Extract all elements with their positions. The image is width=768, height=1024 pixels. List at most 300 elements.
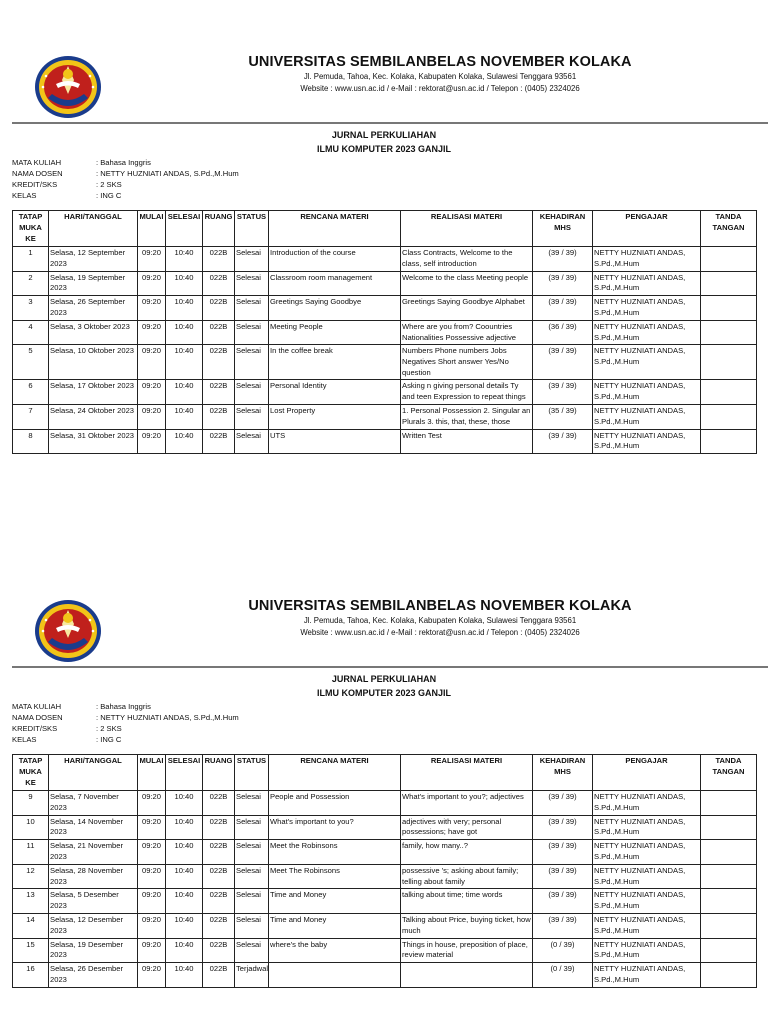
cell-status-text: Selesai: [236, 321, 261, 331]
cell-tanggal: [49, 889, 138, 914]
cell-tanggal: [49, 864, 138, 889]
cell-tanggal: [49, 429, 138, 454]
cell-selesai: [166, 864, 203, 889]
cell-ruang-text: 022B: [209, 248, 228, 257]
cell-status: [235, 913, 269, 938]
cell-kehadiran: [533, 963, 593, 988]
cell-ruang: [203, 963, 235, 988]
cell-pengajar-text: NETTY HUZNIATI ANDAS, S.Pd.,M.Hum: [594, 321, 686, 342]
cell-mulai: [138, 380, 166, 405]
journal-page-2: [0, 544, 768, 1024]
cell-kehadiran-text: (35 / 39): [548, 405, 577, 415]
cell-ruang: [203, 404, 235, 429]
cell-tatap: [13, 840, 49, 865]
cell-rencana-text: Time and Money: [270, 890, 327, 900]
table-row: [13, 889, 757, 914]
cell-realisasi: [401, 889, 533, 914]
cell-tanda-tangan: [701, 840, 757, 865]
cell-realisasi-text: Asking n giving personal details Ty and teen Expression to repeat things: [402, 381, 526, 402]
cell-mulai: [138, 404, 166, 429]
cell-tatap: [13, 791, 49, 816]
cell-tanggal: [49, 380, 138, 405]
cell-pengajar-text: NETTY HUZNIATI ANDAS, S.Pd.,M.Hum: [594, 914, 686, 935]
cell-selesai: [166, 247, 203, 272]
cell-tatap: [13, 296, 49, 321]
cell-rencana: [269, 791, 401, 816]
cell-tanggal-text: Selasa, 19 September 2023: [50, 272, 126, 293]
col-header-realisasi: REALISASI MATERI: [401, 211, 533, 247]
cell-ruang: [203, 296, 235, 321]
cell-tanda-tangan: [701, 963, 757, 988]
info-value: : Bahasa Inggris: [96, 158, 151, 167]
cell-pengajar-text: NETTY HUZNIATI ANDAS, S.Pd.,M.Hum: [594, 381, 686, 402]
cell-tatap: [13, 404, 49, 429]
cell-selesai-text: 10:40: [174, 321, 194, 331]
cell-tatap: [13, 913, 49, 938]
cell-pengajar-text: NETTY HUZNIATI ANDAS, S.Pd.,M.Hum: [594, 939, 686, 960]
cell-tanggal-text: Selasa, 21 November 2023: [50, 841, 124, 861]
col-header-mulai: MULAI: [138, 755, 166, 791]
cell-tanda-tangan: [701, 913, 757, 938]
cell-ruang: [203, 889, 235, 914]
cell-rencana-text: UTS: [270, 430, 286, 440]
table-row: [13, 840, 757, 865]
col-header-kehadiran: KEHADIRAN MHS: [533, 211, 593, 247]
cell-realisasi: [401, 429, 533, 454]
cell-tatap-text: 13: [26, 890, 35, 900]
cell-pengajar-text: NETTY HUZNIATI ANDAS, S.Pd.,M.Hum: [594, 964, 686, 984]
cell-realisasi-text: Greetings Saying Goodbye Alphabet: [402, 297, 525, 307]
info-label: KREDIT/SKS: [12, 180, 58, 189]
university-contact: Website : www.usn.ac.id / e-Mail : rektorat@usn.ac.id / Telepon : (0405) 2324026: [300, 84, 580, 93]
cell-realisasi: [401, 380, 533, 405]
cell-tatap-text: 16: [26, 964, 35, 974]
cell-rencana-text: Lost Property: [270, 405, 316, 415]
cell-ruang-text: 022B: [209, 939, 228, 949]
col-header-mulai: MULAI: [138, 211, 166, 247]
cell-rencana-text: Introduction of the course: [270, 248, 356, 257]
cell-kehadiran: [533, 429, 593, 454]
cell-pengajar-text: NETTY HUZNIATI ANDAS, S.Pd.,M.Hum: [594, 297, 686, 317]
cell-selesai: [166, 889, 203, 914]
cell-selesai-text: 10:40: [174, 841, 194, 851]
cell-mulai-text: 09:20: [141, 865, 161, 875]
cell-kehadiran-text: (39 / 39): [548, 272, 577, 282]
info-label: KELAS: [12, 735, 37, 744]
cell-ruang-text: 022B: [209, 272, 228, 282]
cell-status-text: Selesai: [236, 841, 261, 851]
cell-rencana: [269, 404, 401, 429]
cell-rencana-text: Greetings Saying Goodbye: [270, 297, 362, 307]
table-row: [13, 320, 757, 345]
cell-tanda-tangan: [701, 380, 757, 405]
cell-selesai: [166, 296, 203, 321]
cell-tanda-tangan: [701, 296, 757, 321]
cell-tanggal: [49, 320, 138, 345]
header-divider: [12, 122, 768, 124]
cell-mulai-text: 09:20: [141, 297, 161, 307]
info-label: NAMA DOSEN: [12, 713, 63, 722]
cell-tanda-tangan: [701, 864, 757, 889]
cell-mulai-text: 09:20: [141, 272, 161, 282]
table-row: [13, 345, 757, 380]
cell-realisasi: [401, 247, 533, 272]
cell-pengajar: [593, 404, 701, 429]
cell-ruang-text: 022B: [209, 792, 228, 801]
cell-status-text: Selesai: [236, 272, 261, 282]
table-row: [13, 404, 757, 429]
cell-pengajar: [593, 247, 701, 272]
cell-mulai: [138, 296, 166, 321]
info-row-lecturer: [12, 168, 239, 179]
cell-tatap-text: 15: [26, 939, 35, 949]
cell-status: [235, 815, 269, 840]
cell-mulai: [138, 889, 166, 914]
university-address: Jl. Pemuda, Tahoa, Kec. Kolaka, Kabupaten Kolaka, Sulawesi Tenggara 93561: [303, 72, 577, 81]
cell-tatap: [13, 815, 49, 840]
info-value: : ING C: [96, 735, 122, 744]
journal-table: [12, 754, 757, 988]
cell-status-text: Selesai: [236, 890, 261, 900]
cell-rencana: [269, 296, 401, 321]
cell-rencana: [269, 271, 401, 296]
cell-mulai: [138, 320, 166, 345]
cell-pengajar: [593, 913, 701, 938]
cell-kehadiran: [533, 404, 593, 429]
cell-tanda-tangan: [701, 815, 757, 840]
cell-mulai-text: 09:20: [141, 248, 161, 257]
cell-realisasi-text: What's important to you?; adjectives: [402, 792, 524, 801]
cell-pengajar: [593, 840, 701, 865]
cell-selesai-text: 10:40: [174, 939, 194, 949]
cell-pengajar-text: NETTY HUZNIATI ANDAS, S.Pd.,M.Hum: [594, 865, 686, 886]
cell-tanggal-text: Selasa, 10 Oktober 2023: [50, 346, 135, 356]
cell-tatap: [13, 380, 49, 405]
cell-tatap: [13, 345, 49, 380]
cell-realisasi-text: Welcome to the class Meeting people: [402, 272, 529, 282]
cell-tanggal: [49, 247, 138, 272]
course-info: [12, 701, 239, 745]
cell-realisasi-text: Class Contracts, Welcome to the class, self introduction: [402, 248, 513, 268]
cell-rencana: [269, 889, 401, 914]
cell-rencana-text: Classroom room management: [270, 272, 373, 282]
cell-rencana-text: Meet the Robinsons: [270, 841, 338, 851]
cell-realisasi-text: adjectives with very; personal possessions; have got: [402, 816, 502, 837]
cell-kehadiran: [533, 913, 593, 938]
table-row: [13, 815, 757, 840]
journal-title: JURNAL PERKULIAHAN: [331, 674, 437, 684]
table-row: [13, 791, 757, 816]
cell-tanda-tangan: [701, 791, 757, 816]
cell-selesai: [166, 404, 203, 429]
info-row-credit: [12, 723, 239, 734]
cell-tanggal: [49, 840, 138, 865]
cell-selesai: [166, 815, 203, 840]
cell-status: [235, 296, 269, 321]
cell-mulai-text: 09:20: [141, 381, 161, 391]
cell-rencana-text: where's the baby: [270, 939, 328, 949]
info-row-lecturer: [12, 712, 239, 723]
info-row-class: [12, 734, 239, 745]
cell-selesai: [166, 271, 203, 296]
cell-mulai-text: 09:20: [141, 816, 161, 826]
cell-kehadiran-text: (0 / 39): [550, 964, 575, 974]
cell-ruang-text: 022B: [209, 346, 228, 356]
journal-subtitle: ILMU KOMPUTER 2023 GANJIL: [316, 688, 452, 698]
cell-tatap-text: 14: [26, 914, 35, 924]
cell-tanda-tangan: [701, 320, 757, 345]
cell-tanggal-text: Selasa, 17 Oktober 2023: [50, 381, 135, 391]
cell-tatap-text: 12: [26, 865, 35, 875]
cell-mulai-text: 09:20: [141, 430, 161, 440]
cell-ruang: [203, 247, 235, 272]
cell-tanggal-text: Selasa, 7 November 2023: [50, 792, 119, 812]
cell-mulai: [138, 864, 166, 889]
cell-pengajar-text: NETTY HUZNIATI ANDAS, S.Pd.,M.Hum: [594, 405, 686, 426]
cell-mulai-text: 09:20: [141, 792, 161, 801]
col-header-rencana: RENCANA MATERI: [269, 755, 401, 791]
cell-mulai: [138, 913, 166, 938]
table-row: [13, 296, 757, 321]
cell-rencana: [269, 938, 401, 963]
cell-tatap-text: 4: [28, 321, 33, 331]
cell-status: [235, 889, 269, 914]
cell-status: [235, 791, 269, 816]
cell-realisasi: [401, 404, 533, 429]
cell-kehadiran-text: (39 / 39): [548, 381, 577, 391]
cell-mulai-text: 09:20: [141, 405, 161, 415]
cell-realisasi: [401, 963, 533, 988]
cell-tanda-tangan: [701, 247, 757, 272]
cell-mulai-text: 09:20: [141, 939, 161, 949]
table-header-row: [13, 755, 757, 791]
cell-pengajar: [593, 815, 701, 840]
cell-tatap-text: 3: [28, 297, 33, 307]
cell-status: [235, 345, 269, 380]
cell-selesai-text: 10:40: [174, 890, 194, 900]
cell-kehadiran: [533, 840, 593, 865]
cell-tanggal-text: Selasa, 28 November 2023: [50, 865, 124, 886]
cell-kehadiran: [533, 938, 593, 963]
cell-tanda-tangan: [701, 404, 757, 429]
cell-ruang: [203, 815, 235, 840]
cell-selesai: [166, 380, 203, 405]
cell-rencana-text: In the coffee break: [270, 346, 333, 356]
info-label: MATA KULIAH: [12, 702, 62, 711]
cell-kehadiran: [533, 864, 593, 889]
cell-rencana: [269, 345, 401, 380]
table-header-row: [13, 211, 757, 247]
col-header-hari: HARI/TANGGAL: [49, 755, 138, 791]
cell-tatap-text: 1: [28, 248, 33, 257]
cell-kehadiran-text: (39 / 39): [548, 914, 577, 924]
col-header-tatap: TATAP MUKA KE: [13, 755, 49, 791]
cell-rencana: [269, 913, 401, 938]
cell-tatap: [13, 889, 49, 914]
cell-selesai-text: 10:40: [174, 430, 194, 440]
cell-status-text: Selesai: [236, 865, 261, 875]
cell-kehadiran: [533, 889, 593, 914]
cell-mulai-text: 09:20: [141, 890, 161, 900]
cell-mulai: [138, 840, 166, 865]
cell-pengajar: [593, 889, 701, 914]
university-contact: Website : www.usn.ac.id / e-Mail : rektorat@usn.ac.id / Telepon : (0405) 2324026: [300, 628, 580, 637]
cell-rencana: [269, 963, 401, 988]
cell-kehadiran: [533, 296, 593, 321]
cell-selesai-text: 10:40: [174, 272, 194, 282]
table-row: [13, 938, 757, 963]
cell-status-text: Selesai: [236, 405, 261, 415]
course-info: [12, 157, 239, 201]
cell-ruang-text: 022B: [209, 816, 228, 826]
cell-pengajar-text: NETTY HUZNIATI ANDAS, S.Pd.,M.Hum: [594, 430, 686, 451]
university-name: UNIVERSITAS SEMBILANBELAS NOVEMBER KOLAKA: [248, 598, 632, 614]
cell-ruang-text: 022B: [209, 381, 228, 391]
cell-rencana-text: What's important to you?: [270, 816, 354, 826]
cell-status-text: Selesai: [236, 346, 261, 356]
cell-tatap-text: 10: [26, 816, 35, 826]
info-row-course: [12, 157, 239, 168]
cell-pengajar-text: NETTY HUZNIATI ANDAS, S.Pd.,M.Hum: [594, 816, 686, 837]
info-label: MATA KULIAH: [12, 158, 62, 167]
cell-realisasi: [401, 320, 533, 345]
cell-ruang-text: 022B: [209, 964, 228, 974]
cell-realisasi: [401, 938, 533, 963]
col-header-ruang: RUANG: [203, 755, 235, 791]
cell-tatap-text: 8: [28, 430, 33, 440]
cell-realisasi-text: Where are you from? Coountries Nationalities Possessive adjective: [402, 321, 516, 342]
info-value: : NETTY HUZNIATI ANDAS, S.Pd.,M.Hum: [96, 169, 239, 178]
cell-realisasi: [401, 840, 533, 865]
cell-rencana-text: Meeting People: [270, 321, 323, 331]
cell-rencana: [269, 380, 401, 405]
cell-realisasi-text: Talking about Price, buying ticket, how much: [402, 914, 531, 935]
cell-rencana-text: Personal Identity: [270, 381, 327, 391]
cell-status-text: Selesai: [236, 792, 261, 801]
cell-kehadiran-text: (36 / 39): [548, 321, 577, 331]
cell-tanggal-text: Selasa, 14 November 2023: [50, 816, 124, 837]
cell-selesai: [166, 320, 203, 345]
cell-tatap-text: 5: [28, 346, 33, 356]
cell-rencana: [269, 815, 401, 840]
cell-pengajar-text: NETTY HUZNIATI ANDAS, S.Pd.,M.Hum: [594, 272, 686, 293]
col-header-ruang: RUANG: [203, 211, 235, 247]
info-row-credit: [12, 179, 239, 190]
cell-pengajar: [593, 963, 701, 988]
cell-realisasi-text: talking about time; time words: [402, 890, 503, 900]
cell-ruang: [203, 345, 235, 380]
cell-status: [235, 320, 269, 345]
info-value: : 2 SKS: [96, 724, 122, 733]
cell-status-text: Selesai: [236, 297, 261, 307]
cell-tatap-text: 7: [28, 405, 33, 415]
cell-tatap-text: 2: [28, 272, 33, 282]
cell-mulai: [138, 938, 166, 963]
cell-mulai-text: 09:20: [141, 964, 161, 974]
cell-mulai: [138, 963, 166, 988]
cell-kehadiran-text: (39 / 39): [548, 865, 577, 875]
cell-selesai-text: 10:40: [174, 865, 194, 875]
cell-mulai-text: 09:20: [141, 841, 161, 851]
cell-tatap: [13, 938, 49, 963]
cell-status-text: Selesai: [236, 381, 261, 391]
cell-tanggal: [49, 913, 138, 938]
cell-pengajar-text: NETTY HUZNIATI ANDAS, S.Pd.,M.Hum: [594, 841, 686, 861]
cell-ruang-text: 022B: [209, 890, 228, 900]
cell-rencana-text: Meet The Robinsons: [270, 865, 340, 875]
cell-tanggal: [49, 296, 138, 321]
cell-tanggal-text: Selasa, 26 Desember 2023: [50, 964, 124, 984]
cell-kehadiran: [533, 815, 593, 840]
cell-realisasi-text: possessive 's; asking about family; telling about family: [402, 865, 519, 886]
cell-status: [235, 404, 269, 429]
cell-tanggal-text: Selasa, 31 Oktober 2023: [50, 430, 135, 440]
cell-kehadiran-text: (39 / 39): [548, 792, 577, 801]
table-row: [13, 247, 757, 272]
cell-mulai: [138, 271, 166, 296]
cell-pengajar: [593, 429, 701, 454]
cell-tatap: [13, 271, 49, 296]
cell-tatap: [13, 320, 49, 345]
cell-realisasi: [401, 271, 533, 296]
cell-realisasi: [401, 815, 533, 840]
cell-status: [235, 429, 269, 454]
cell-kehadiran: [533, 271, 593, 296]
university-name: UNIVERSITAS SEMBILANBELAS NOVEMBER KOLAKA: [248, 54, 632, 70]
university-logo-icon: [34, 54, 102, 120]
cell-status: [235, 938, 269, 963]
cell-pengajar: [593, 296, 701, 321]
cell-realisasi: [401, 345, 533, 380]
cell-selesai-text: 10:40: [174, 816, 194, 826]
cell-rencana: [269, 320, 401, 345]
cell-status: [235, 271, 269, 296]
cell-selesai-text: 10:40: [174, 346, 194, 356]
col-header-selesai: SELESAI: [166, 755, 203, 791]
cell-ruang-text: 022B: [209, 865, 228, 875]
cell-selesai-text: 10:40: [174, 792, 194, 801]
cell-tatap: [13, 247, 49, 272]
cell-status: [235, 840, 269, 865]
col-header-tatap: TATAP MUKA KE: [13, 211, 49, 247]
cell-status-text: Selesai: [236, 816, 261, 826]
cell-mulai: [138, 791, 166, 816]
cell-pengajar-text: NETTY HUZNIATI ANDAS, S.Pd.,M.Hum: [594, 792, 686, 812]
cell-pengajar: [593, 271, 701, 296]
cell-status-text: Selesai: [236, 914, 261, 924]
cell-kehadiran-text: (39 / 39): [548, 841, 577, 851]
cell-pengajar-text: NETTY HUZNIATI ANDAS, S.Pd.,M.Hum: [594, 346, 686, 367]
cell-selesai-text: 10:40: [174, 297, 194, 307]
cell-kehadiran: [533, 380, 593, 405]
cell-tanggal-text: Selasa, 5 Desember 2023: [50, 890, 119, 911]
cell-rencana-text: People and Possession: [270, 792, 350, 801]
cell-ruang: [203, 320, 235, 345]
journal-subtitle: ILMU KOMPUTER 2023 GANJIL: [316, 144, 452, 154]
info-label: NAMA DOSEN: [12, 169, 63, 178]
cell-selesai: [166, 345, 203, 380]
col-header-kehadiran: KEHADIRAN MHS: [533, 755, 593, 791]
cell-tanggal: [49, 791, 138, 816]
table-row: [13, 271, 757, 296]
cell-pengajar-text: NETTY HUZNIATI ANDAS, S.Pd.,M.Hum: [594, 248, 686, 268]
cell-mulai: [138, 345, 166, 380]
cell-realisasi: [401, 296, 533, 321]
cell-kehadiran: [533, 320, 593, 345]
cell-selesai: [166, 429, 203, 454]
cell-status-text: Selesai: [236, 248, 261, 257]
cell-ruang-text: 022B: [209, 841, 228, 851]
